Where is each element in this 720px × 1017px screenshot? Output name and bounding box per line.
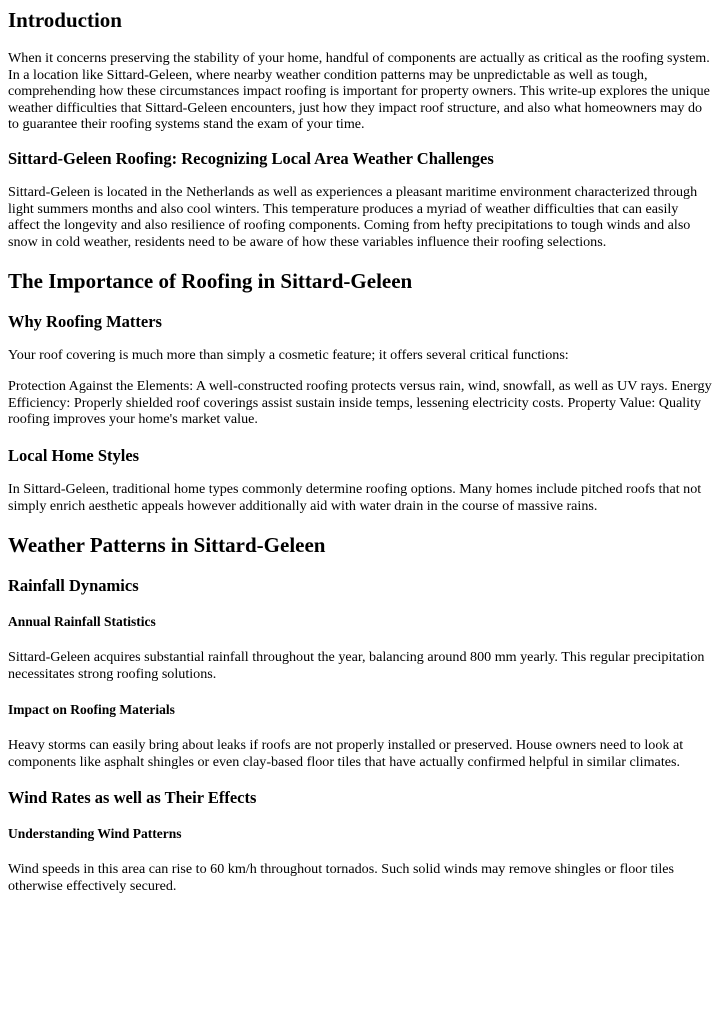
heading-local-home-styles: Local Home Styles xyxy=(8,446,140,465)
local-home-styles-paragraph: In Sittard-Geleen, traditional home types commonly determine roofing options. Many homes include pitched roofs that not simply enrich aesthetic appeals however additionally aid with water drain in the course of massive rains. xyxy=(8,481,702,514)
roofing-functions-list: Protection Against the Elements: A well-constructed roofing protects versus rain, wind, snowfall, as well as UV rays. Energy Efficiency: Properly shielded roof coverings assist sustain inside temps, lessening electricity costs. Property Value: Quality roofing improves your home's market value. xyxy=(8,378,712,427)
heading-understanding-wind-patterns: Understanding Wind Patterns xyxy=(8,826,182,841)
heading-importance-of-roofing: The Importance of Roofing in Sittard-Geleen xyxy=(8,269,413,293)
rainfall-statistics-paragraph: Sittard-Geleen acquires substantial rainfall throughout the year, balancing around 800 mm yearly. This regular precipitation necessitates strong roofing solutions. xyxy=(8,649,705,682)
heading-why-roofing-matters: Why Roofing Matters xyxy=(8,312,162,331)
heading-weather-patterns: Weather Patterns in Sittard-Geleen xyxy=(8,533,326,557)
weather-challenges-paragraph: Sittard-Geleen is located in the Netherlands as well as experiences a pleasant maritime environment characterized through light summers months and also cool winters. This temperature produces a myriad of weather difficulties that can easily affect the longevity and also resilience of roofing components. Coming from hefty precipitations to tough winds and also snow in cold weather, residents need to be aware of how these variables influence their roofing selections. xyxy=(8,184,698,250)
heading-annual-rainfall-statistics: Annual Rainfall Statistics xyxy=(8,614,156,629)
heading-wind-rates: Wind Rates as well as Their Effects xyxy=(8,788,257,807)
heading-impact-on-roofing-materials: Impact on Roofing Materials xyxy=(8,702,175,717)
intro-paragraph: When it concerns preserving the stability of your home, handful of components are actually as critical as the roofing system. In a location like Sittard-Geleen, where nearby weather condition patterns may be unpredictable as well as tough, comprehending how these circumstances impact roofing is important for property owners. This write-up explores the unique weather difficulties that Sittard-Geleen encounters, just how they impact roof structure, and also what homeowners may do to guarantee their roofing systems stand the exam of your time. xyxy=(8,50,710,132)
heading-local-weather-challenges: Sittard-Geleen Roofing: Recognizing Local Area Weather Challenges xyxy=(8,149,494,168)
why-roofing-intro: Your roof covering is much more than simply a cosmetic feature; it offers several critical functions: xyxy=(8,347,569,363)
heading-rainfall-dynamics: Rainfall Dynamics xyxy=(8,576,139,595)
roofing-materials-paragraph: Heavy storms can easily bring about leaks if roofs are not properly installed or preserved. House owners need to look at components like asphalt shingles or even clay-based floor tiles that have actually confirmed helpful in similar climates. xyxy=(8,737,684,770)
wind-patterns-paragraph: Wind speeds in this area can rise to 60 km/h throughout tornados. Such solid winds may remove shingles or floor tiles otherwise effectively secured. xyxy=(8,861,675,894)
heading-introduction: Introduction xyxy=(8,8,122,32)
